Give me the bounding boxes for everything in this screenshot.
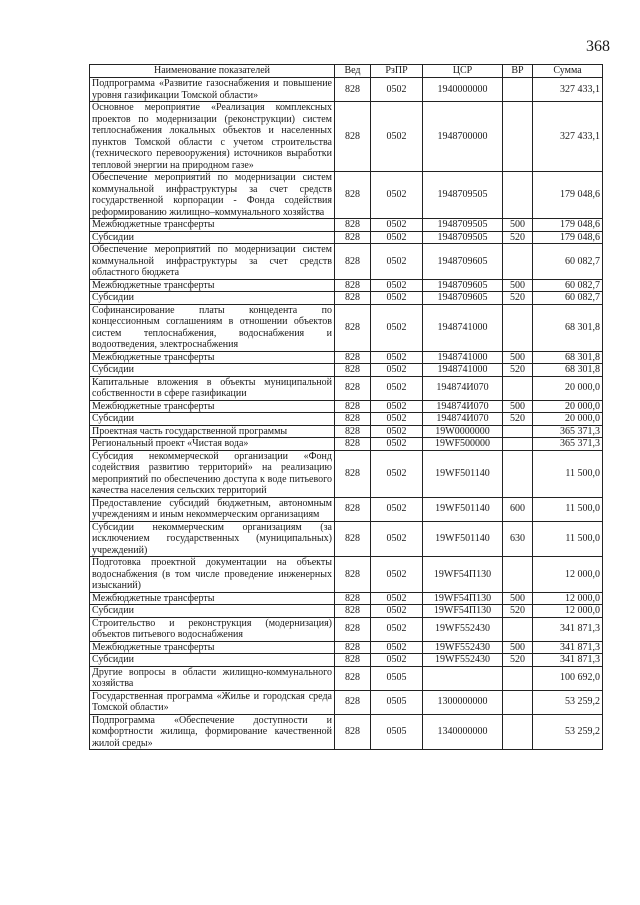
row-vr: 520: [503, 413, 533, 426]
row-name: Межбюджетные трансферты: [90, 351, 335, 364]
row-rzpr: 0502: [371, 364, 423, 377]
row-csr: 19WF552430: [423, 654, 503, 667]
row-name: Подготовка проектной документации на объекты водоснабжения (в том числе проведение инженерных изысканий): [90, 557, 335, 593]
table-row: [90, 351, 603, 364]
table-row: [90, 438, 603, 451]
row-rzpr: 0502: [371, 351, 423, 364]
row-name: Государственная программа «Жилье и городская среда Томской области»: [90, 690, 335, 714]
row-name: Предоставление субсидий бюджетным, автономным учреждениям и иным некоммерческим организациям: [90, 497, 335, 521]
row-rzpr: 0502: [371, 172, 423, 219]
row-sum: 365 371,3: [533, 425, 603, 438]
row-vr: 520: [503, 231, 533, 244]
table-row: [90, 244, 603, 280]
row-csr: 1948741000: [423, 304, 503, 351]
row-vr: 630: [503, 521, 533, 557]
row-rzpr: 0502: [371, 617, 423, 641]
row-csr: 1300000000: [423, 690, 503, 714]
row-rzpr: 0505: [371, 690, 423, 714]
row-csr: 1948709605: [423, 244, 503, 280]
row-name: Межбюджетные трансферты: [90, 279, 335, 292]
row-name: Межбюджетные трансферты: [90, 592, 335, 605]
row-name: Подпрограмма «Обеспечение доступности и комфортности жилища, формирование качественной жилой среды»: [90, 714, 335, 750]
table-row: [90, 592, 603, 605]
row-ved: 828: [335, 292, 371, 305]
row-name: Строительство и реконструкция (модернизация) объектов питьевого водоснабжения: [90, 617, 335, 641]
table-row: [90, 172, 603, 219]
row-sum: 20 000,0: [533, 413, 603, 426]
row-name: Субсидии: [90, 413, 335, 426]
row-ved: 828: [335, 400, 371, 413]
row-sum: 12 000,0: [533, 605, 603, 618]
row-vr: [503, 102, 533, 172]
table-body: [90, 78, 603, 750]
row-name: Региональный проект «Чистая вода»: [90, 438, 335, 451]
row-csr: 19WF500000: [423, 438, 503, 451]
row-name: Субсидии: [90, 654, 335, 667]
row-vr: [503, 172, 533, 219]
table-row: [90, 425, 603, 438]
row-ved: 828: [335, 425, 371, 438]
page-number: 368: [586, 38, 610, 55]
row-sum: 11 500,0: [533, 521, 603, 557]
row-sum: 20 000,0: [533, 400, 603, 413]
row-ved: 828: [335, 592, 371, 605]
row-sum: 341 871,3: [533, 617, 603, 641]
header-sum: Сумма: [533, 65, 603, 78]
row-ved: 828: [335, 376, 371, 400]
table-row: [90, 219, 603, 232]
row-rzpr: 0502: [371, 425, 423, 438]
row-ved: 828: [335, 690, 371, 714]
row-csr: 19WF54П130: [423, 605, 503, 618]
row-csr: 19WF501140: [423, 497, 503, 521]
row-csr: 194874И070: [423, 376, 503, 400]
header-ved: Вед: [335, 65, 371, 78]
row-vr: [503, 617, 533, 641]
row-csr: 19W0000000: [423, 425, 503, 438]
row-sum: 60 082,7: [533, 279, 603, 292]
row-ved: 828: [335, 413, 371, 426]
row-ved: 828: [335, 244, 371, 280]
row-ved: 828: [335, 364, 371, 377]
table-row: [90, 497, 603, 521]
row-sum: 53 259,2: [533, 690, 603, 714]
row-name: Обеспечение мероприятий по модернизации систем коммунальной инфраструктуры за счет средств областного бюджета: [90, 244, 335, 280]
row-vr: [503, 690, 533, 714]
table-row: [90, 413, 603, 426]
row-vr: 520: [503, 292, 533, 305]
budget-table: [89, 64, 603, 750]
row-csr: 1948741000: [423, 364, 503, 377]
row-csr: 1948709605: [423, 279, 503, 292]
table-row: [90, 78, 603, 102]
row-ved: 828: [335, 351, 371, 364]
table-header-row: [90, 65, 603, 78]
header-rzpr: РзПР: [371, 65, 423, 78]
row-rzpr: 0502: [371, 244, 423, 280]
row-sum: 341 871,3: [533, 641, 603, 654]
row-ved: 828: [335, 557, 371, 593]
header-name: Наименование показателей: [90, 65, 335, 78]
row-csr: 19WF501140: [423, 450, 503, 497]
row-sum: 68 301,8: [533, 364, 603, 377]
row-csr: 19WF552430: [423, 641, 503, 654]
row-vr: 500: [503, 351, 533, 364]
row-sum: 11 500,0: [533, 497, 603, 521]
table-row: [90, 617, 603, 641]
row-ved: 828: [335, 78, 371, 102]
row-sum: 68 301,8: [533, 351, 603, 364]
table-row: [90, 292, 603, 305]
row-ved: 828: [335, 304, 371, 351]
row-csr: 19WF552430: [423, 617, 503, 641]
row-rzpr: 0502: [371, 219, 423, 232]
row-vr: 500: [503, 219, 533, 232]
row-sum: 327 433,1: [533, 102, 603, 172]
row-ved: 828: [335, 654, 371, 667]
table-row: [90, 605, 603, 618]
row-sum: 60 082,7: [533, 244, 603, 280]
row-rzpr: 0502: [371, 400, 423, 413]
row-ved: 828: [335, 521, 371, 557]
row-vr: [503, 244, 533, 280]
row-name: Субсидии: [90, 292, 335, 305]
row-csr: 19WF54П130: [423, 557, 503, 593]
row-vr: 500: [503, 592, 533, 605]
table-row: [90, 304, 603, 351]
row-vr: 500: [503, 400, 533, 413]
row-sum: 68 301,8: [533, 304, 603, 351]
row-ved: 828: [335, 172, 371, 219]
table-row: [90, 654, 603, 667]
row-vr: 600: [503, 497, 533, 521]
table-row: [90, 557, 603, 593]
row-ved: 828: [335, 641, 371, 654]
row-rzpr: 0502: [371, 292, 423, 305]
table-row: [90, 231, 603, 244]
row-rzpr: 0502: [371, 413, 423, 426]
row-name: Софинансирование платы концедента по концессионным соглашениям в отношении объектов систем теплоснабжения, водоснабжения и водоотведения, электроснабжения: [90, 304, 335, 351]
row-ved: 828: [335, 714, 371, 750]
row-sum: 365 371,3: [533, 438, 603, 451]
row-vr: [503, 714, 533, 750]
row-rzpr: 0502: [371, 592, 423, 605]
row-vr: 520: [503, 605, 533, 618]
row-csr: 1340000000: [423, 714, 503, 750]
row-vr: 520: [503, 364, 533, 377]
row-rzpr: 0502: [371, 102, 423, 172]
row-ved: 828: [335, 219, 371, 232]
table-row: [90, 400, 603, 413]
row-ved: 828: [335, 231, 371, 244]
row-rzpr: 0502: [371, 521, 423, 557]
table-row: [90, 641, 603, 654]
row-rzpr: 0502: [371, 557, 423, 593]
row-csr: 1940000000: [423, 78, 503, 102]
row-ved: 828: [335, 605, 371, 618]
row-name: Межбюджетные трансферты: [90, 219, 335, 232]
row-name: Основное мероприятие «Реализация комплексных проектов по модернизации (реконструкции) систем теплоснабжения локальных объектов и населенных пунктов Томской области с учетом строительства (технического перевооружения) источников выработки тепловой энергии на природном газе»: [90, 102, 335, 172]
row-vr: [503, 376, 533, 400]
row-sum: 53 259,2: [533, 714, 603, 750]
row-rzpr: 0502: [371, 78, 423, 102]
row-csr: 1948709505: [423, 231, 503, 244]
row-rzpr: 0502: [371, 641, 423, 654]
row-sum: 100 692,0: [533, 666, 603, 690]
row-ved: 828: [335, 450, 371, 497]
row-vr: 500: [503, 641, 533, 654]
row-rzpr: 0502: [371, 231, 423, 244]
row-sum: 12 000,0: [533, 592, 603, 605]
row-csr: 1948709505: [423, 172, 503, 219]
row-csr: 194874И070: [423, 400, 503, 413]
row-name: Межбюджетные трансферты: [90, 641, 335, 654]
row-name: Капитальные вложения в объекты муниципальной собственности в сфере газификации: [90, 376, 335, 400]
row-name: Другие вопросы в области жилищно-коммунального хозяйства: [90, 666, 335, 690]
row-rzpr: 0502: [371, 438, 423, 451]
row-csr: 1948741000: [423, 351, 503, 364]
row-rzpr: 0502: [371, 279, 423, 292]
row-ved: 828: [335, 666, 371, 690]
row-vr: [503, 557, 533, 593]
row-rzpr: 0505: [371, 714, 423, 750]
row-sum: 12 000,0: [533, 557, 603, 593]
row-ved: 828: [335, 102, 371, 172]
row-name: Проектная часть государственной программы: [90, 425, 335, 438]
row-rzpr: 0502: [371, 654, 423, 667]
row-vr: 500: [503, 279, 533, 292]
table-row: [90, 666, 603, 690]
row-sum: 341 871,3: [533, 654, 603, 667]
row-rzpr: 0502: [371, 376, 423, 400]
row-rzpr: 0502: [371, 450, 423, 497]
row-name: Субсидии: [90, 364, 335, 377]
row-name: Обеспечение мероприятий по модернизации систем коммунальной инфраструктуры за счет средств государственной корпорации - Фонда содействия реформированию жилищно–коммунального хозяйства: [90, 172, 335, 219]
row-sum: 327 433,1: [533, 78, 603, 102]
table-row: [90, 102, 603, 172]
row-name: Субсидии некоммерческим организациям (за исключением государственных (муниципальных) учреждений): [90, 521, 335, 557]
header-csr: ЦСР: [423, 65, 503, 78]
table-row: [90, 364, 603, 377]
row-csr: [423, 666, 503, 690]
row-csr: 19WF54П130: [423, 592, 503, 605]
row-csr: 19WF501140: [423, 521, 503, 557]
row-name: Субсидии: [90, 231, 335, 244]
row-vr: 520: [503, 654, 533, 667]
row-csr: 1948700000: [423, 102, 503, 172]
header-vr: ВР: [503, 65, 533, 78]
row-vr: [503, 78, 533, 102]
row-sum: 179 048,6: [533, 172, 603, 219]
table-row: [90, 521, 603, 557]
table-row: [90, 714, 603, 750]
row-rzpr: 0505: [371, 666, 423, 690]
row-sum: 20 000,0: [533, 376, 603, 400]
row-csr: 1948709505: [423, 219, 503, 232]
row-ved: 828: [335, 497, 371, 521]
row-csr: 1948709605: [423, 292, 503, 305]
row-sum: 60 082,7: [533, 292, 603, 305]
row-rzpr: 0502: [371, 304, 423, 351]
row-name: Субсидия некоммерческой организации «Фонд содействия развитию территорий» на реализацию мероприятий по обеспечению доступа к воде питьевого качества населения сельских территорий: [90, 450, 335, 497]
table-row: [90, 376, 603, 400]
row-vr: [503, 450, 533, 497]
row-name: Субсидии: [90, 605, 335, 618]
row-vr: [503, 304, 533, 351]
row-vr: [503, 425, 533, 438]
row-vr: [503, 438, 533, 451]
row-ved: 828: [335, 279, 371, 292]
row-sum: 179 048,6: [533, 231, 603, 244]
row-vr: [503, 666, 533, 690]
table-row: [90, 690, 603, 714]
row-ved: 828: [335, 438, 371, 451]
row-rzpr: 0502: [371, 497, 423, 521]
row-sum: 179 048,6: [533, 219, 603, 232]
row-name: Подпрограмма «Развитие газоснабжения и повышение уровня газификации Томской области»: [90, 78, 335, 102]
row-sum: 11 500,0: [533, 450, 603, 497]
table-row: [90, 450, 603, 497]
table-row: [90, 279, 603, 292]
row-name: Межбюджетные трансферты: [90, 400, 335, 413]
row-ved: 828: [335, 617, 371, 641]
row-rzpr: 0502: [371, 605, 423, 618]
row-csr: 194874И070: [423, 413, 503, 426]
